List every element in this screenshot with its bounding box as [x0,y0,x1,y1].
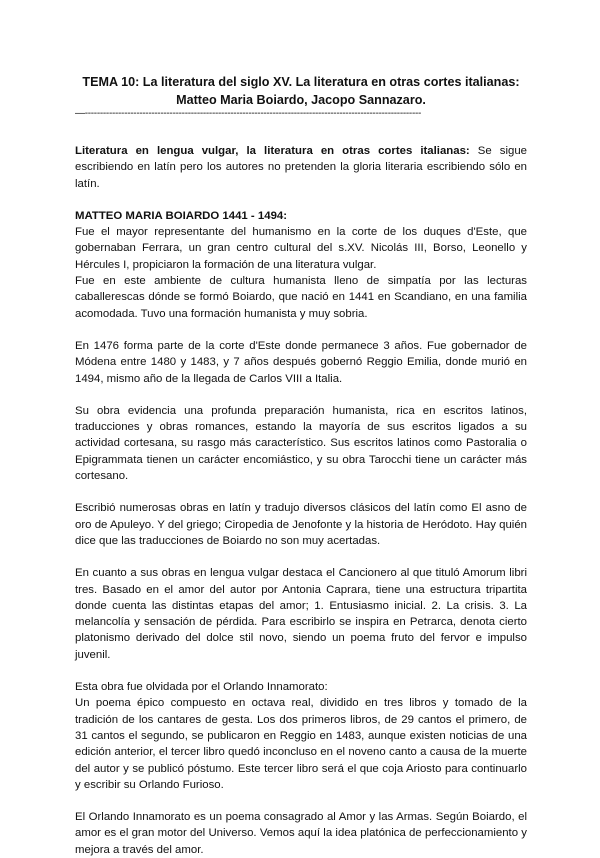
paragraph-6: En cuanto a sus obras en lengua vulgar destaca el Cancionero al que tituló Amorum libri tres. Basado en el amor del autor por Antonia Caprara, tiene una estructura tripartita donde cuenta las distintas etapas del amor; 1. Entusiasmo inicial. 2. La crisis. 3. La melancolía y sensación de pérdida. Para escribirlo se inspira en Petrarca, denota cierto platonismo derivado del dolce stil novo, siendo un poema fruto del fervor e impulso juvenil. [75,567,527,661]
paragraph-5: Escribió numerosas obras en latín y tradujo diversos clásicos del latín como El asno de oro de Apuleyo. Y del griego; Ciropedia de Jenofonte y la historia de Heródoto. Hay quién dice que las traducciones de Boiardo no son muy acertadas. [75,502,527,547]
paragraph-8: El Orlando Innamorato es un poema consagrado al Amor y las Armas. Según Boiardo, el amor es el gran motor del Universo. Vemos aquí la idea platónica de perfeccionamiento y mejora a través del amor. [75,811,527,856]
paragraph-2: Fue en este ambiente de cultura humanista lleno de simpatía por las lecturas caballerescas dónde se formó Boiardo, que nació en 1441 en Scandiano, en una familia acomodada. Tuvo una formación humanista y muy sobria. [75,275,527,320]
paragraph-4: Su obra evidencia una profunda preparación humanista, rica en escritos latinos, traducciones y obras romances, estando la mayoría de sus escritos ligados a su actividad cortesana, su rasgo más característico. Sus escritos latinos como Pastoralia o Epigrammata tienen un carácter encomiástico, y su obra Tarocchi tiene un carácter más cortesano. [75,404,527,483]
divider-rule: —--------------------------------------------------------------------------------------------------------------- [75,109,422,119]
paragraph-1: Fue el mayor representante del humanismo en la corte de los duques d'Este, que gobernaban Ferrara, un gran centro cultural del s.XV. Nicolás III, Borso, Leonello y Hércules I, propiciaron la formación de una literatura vulgar. [75,226,527,271]
title-line-2: Matteo Maria Boiardo, Jacopo Sannazaro. [176,93,426,107]
paragraph-7: Un poema épico compuesto en octava real, dividido en tres libros y tomado de la tradición de los cantares de gesta. Los dos primeros libros, de 29 cantos el primero, de 31 cantos el segundo, se publicaron en Reggio en 1483, aunque existen noticias de una edición anterior, el tercer libro quedó inconcluso en el noveno canto a causa de la muerte del autor y se publicó póstumo. Este tercer libro será el que coja Ariosto para continuarlo y escribir su Orlando Furioso. [75,697,527,791]
title-line-1: TEMA 10: La literatura del siglo XV. La literatura en otras cortes italianas: [82,75,520,89]
intro-text: Se sigue escribiendo en latín pero los autores no pretenden la gloria literaria escribiendo sólo en latín. [75,145,527,190]
document-title [75,73,527,109]
intro-heading: Literatura en lengua vulgar, la literatura en otras cortes italianas: [75,145,470,157]
intro-paragraph [75,143,527,192]
document-page [75,73,527,858]
paragraph-7-lead: Esta obra fue olvidada por el Orlando Innamorato: [75,681,328,694]
paragraph-3: En 1476 forma parte de la corte d'Este donde permanece 3 años. Fue gobernador de Módena entre 1480 y 1483, y 7 años después gobernó Reggio Emilia, donde murió en 1494, mismo año de la llegada de Carlos VIII a Italia. [75,339,527,385]
section-heading: MATTEO MARIA BOIARDO 1441 - 1494: [75,209,288,222]
